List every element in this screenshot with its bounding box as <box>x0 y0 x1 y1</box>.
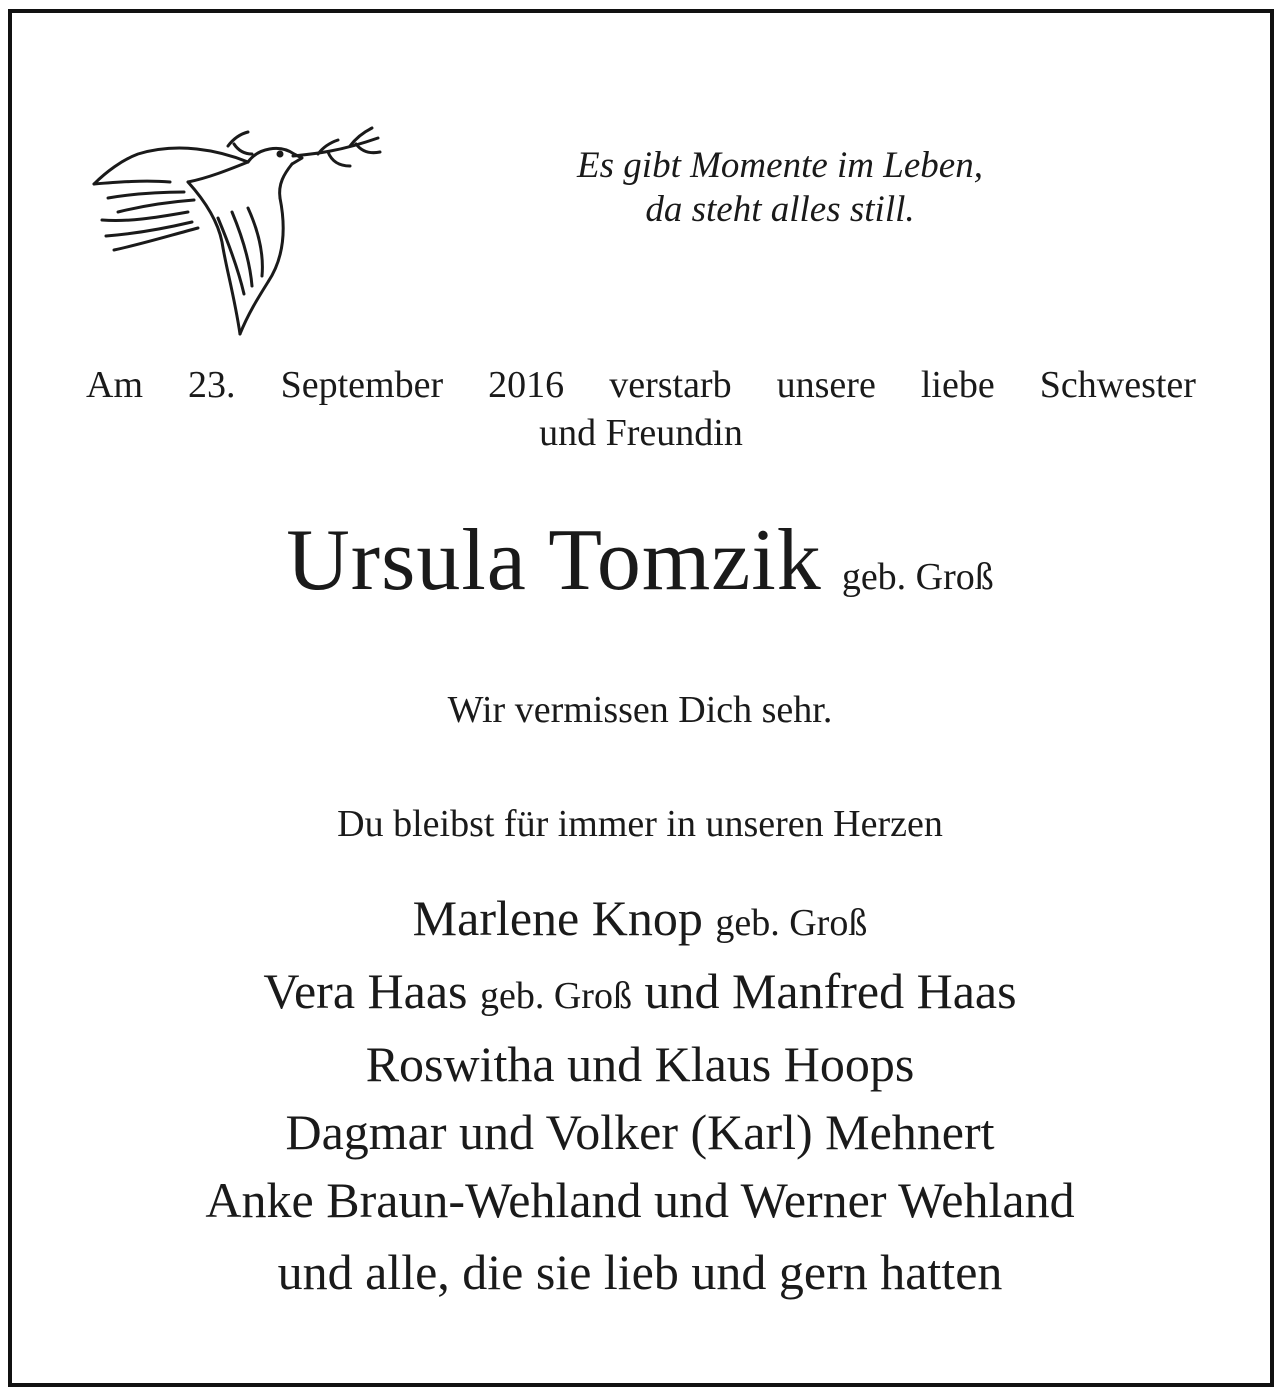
closing-line: und alle, die sie lieb und gern hatten <box>277 1244 1003 1300</box>
message-miss: Wir vermissen Dich sehr. <box>447 689 833 731</box>
mourner-line <box>0 957 1280 1030</box>
death-announcement <box>86 361 1196 457</box>
quote-line-2: da steht alles still. <box>645 189 915 230</box>
quote-line-1: Es gibt Momente im Leben, <box>577 145 983 186</box>
mourner-line <box>0 884 1280 957</box>
mourners-list <box>0 884 1280 1310</box>
quote <box>480 144 1080 232</box>
mourner-birth-name: geb. Groß <box>715 902 868 944</box>
announcement-word: liebe <box>920 364 995 406</box>
announcement-line-1 <box>86 361 1196 409</box>
mourner-birth-name: geb. Groß <box>479 975 632 1017</box>
deceased-name: Ursula Tomzik <box>286 512 822 609</box>
deceased-name-line <box>0 510 1280 611</box>
mourner-line: Roswitha und Klaus Hoops <box>365 1036 915 1092</box>
announcement-word: 23. <box>188 364 236 406</box>
mourner-line: Dagmar und Volker (Karl) Mehnert <box>285 1104 995 1160</box>
announcement-line-2: und Freundin <box>539 412 743 454</box>
announcement-word: Schwester <box>1039 364 1196 406</box>
announcement-word: unsere <box>776 364 876 406</box>
mourner-partner: und Manfred Haas <box>644 963 1017 1019</box>
announcement-word: September <box>280 364 444 406</box>
dove-with-olive-branch-icon <box>88 118 388 338</box>
deceased-birth-name: geb. Groß <box>841 556 994 598</box>
mourner-line: Anke Braun-Wehland und Werner Wehland <box>205 1172 1075 1228</box>
announcement-word: verstarb <box>609 364 732 406</box>
mourner-name: Vera Haas <box>263 963 468 1019</box>
mourner-name: Marlene Knop <box>412 890 703 946</box>
announcement-word: Am <box>86 364 143 406</box>
message-hearts: Du bleibst für immer in unseren Herzen <box>337 803 943 845</box>
announcement-word: 2016 <box>488 364 565 406</box>
